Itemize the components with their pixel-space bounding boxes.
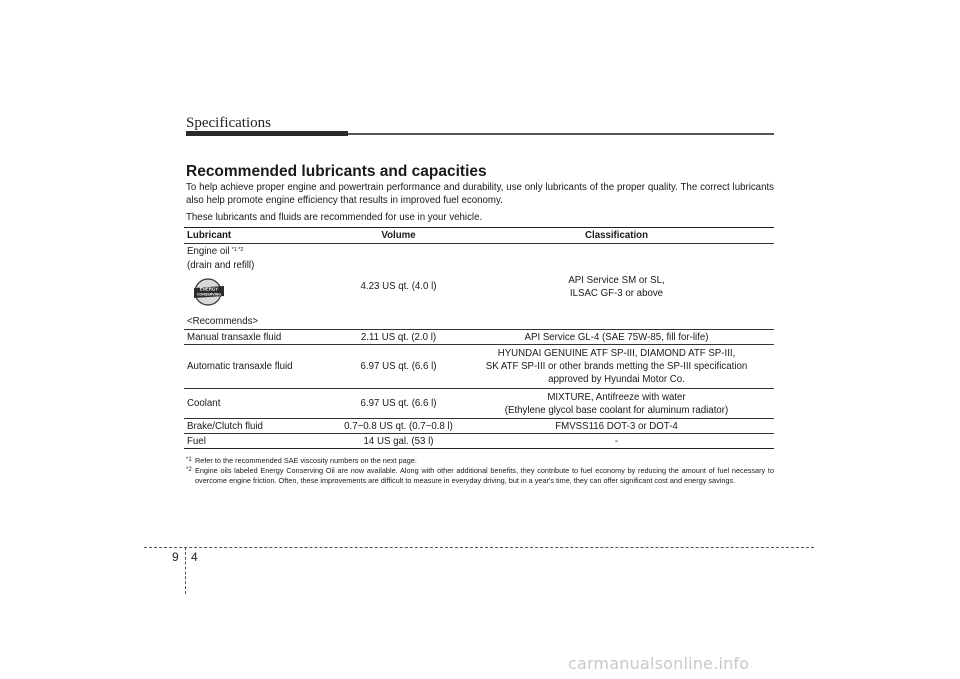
volume-cell: 0.7~0.8 US qt. (0.7~0.8 l): [338, 419, 459, 434]
table-row-fuel: [184, 434, 774, 449]
classification-line: SK ATF SP-III or other brands metting the SP-III specification: [485, 361, 748, 372]
table-row-automatic-transaxle: [184, 345, 774, 389]
footnote-1: [186, 456, 774, 465]
volume-cell: 14 US gal. (53 l): [338, 434, 459, 449]
page-number-divider: [185, 547, 186, 594]
engine-oil-name: Engine oil: [187, 245, 230, 257]
classification-cell: [459, 345, 774, 389]
footnote-mark: *1: [186, 457, 192, 463]
lubricant-cell: Fuel: [184, 434, 338, 449]
lubricant-cell: Manual transaxle fluid: [184, 330, 338, 345]
engine-oil-recommends: <Recommends>: [187, 315, 259, 327]
lubricant-cell: Automatic transaxle fluid: [184, 345, 338, 389]
table-row-engine-oil: [184, 244, 774, 330]
svg-text:ENERGY: ENERGY: [199, 286, 219, 291]
section-number: 9: [172, 550, 179, 564]
classification-line: (Ethylene glycol base coolant for aluminum radiator): [504, 404, 729, 416]
svg-text:CONSERVING: CONSERVING: [196, 292, 222, 296]
footnote-text: Engine oils labeled Energy Conserving Oil are now available. Along with other additional benefits, they contribute to fuel economy by reducing the amount of fuel necessary to overcome engine friction. Often, these improvements are difficult to measure in everyday driving, but in a year's time, they can offer significant cost and energy savings.: [195, 466, 774, 485]
intro-paragraph: To help achieve proper engine and powertrain performance and durability, use only lubricants of the proper quality. The correct lubricants also help promote engine efficiency that results in improved fuel economy.: [186, 182, 774, 206]
classification-line: HYUNDAI GENUINE ATF SP-III, DIAMOND ATF SP-III,: [497, 348, 736, 359]
table-header-row: [184, 228, 774, 244]
energy-conserving-badge-icon: [191, 277, 227, 307]
header-lubricant: Lubricant: [184, 228, 338, 244]
watermark-text: carmanualsonline.info: [568, 654, 750, 673]
engine-oil-class-line2: ILSAC GF-3 or above: [569, 287, 664, 299]
page-heading: Recommended lubricants and capacities: [186, 163, 487, 180]
footnote-2: [186, 466, 774, 485]
engine-oil-class-line1: API Service SM or SL,: [568, 274, 665, 286]
engine-oil-cell: [184, 244, 338, 330]
classification-line: approved by Hyundai Motor Co.: [548, 374, 685, 385]
volume-cell: 6.97 US qt. (6.6 l): [338, 345, 459, 389]
table-row-brake-clutch: [184, 419, 774, 434]
header-rule-thin: [348, 133, 774, 135]
lubricant-cell: Brake/Clutch fluid: [184, 419, 338, 434]
volume-cell: 6.97 US qt. (6.6 l): [338, 389, 459, 419]
classification-cell: API Service GL-4 (SAE 75W-85, fill for-life): [459, 330, 774, 345]
page-number: 4: [191, 550, 198, 564]
header-classification: Classification: [459, 228, 774, 244]
section-title: Specifications: [186, 115, 271, 131]
footnote-mark: *2: [186, 467, 192, 474]
lubricants-table: [184, 227, 774, 449]
lubricant-cell: Coolant: [184, 389, 338, 419]
engine-oil-refs: *1 *2: [231, 246, 244, 253]
engine-oil-volume: 4.23 US qt. (4.0 l): [338, 244, 459, 330]
engine-oil-classification: [459, 244, 774, 330]
table-row-manual-transaxle: [184, 330, 774, 345]
classification-line: MIXTURE, Antifreeze with water: [547, 391, 686, 403]
header-volume: Volume: [338, 228, 459, 244]
classification-cell: [459, 389, 774, 419]
engine-oil-subline: (drain and refill): [187, 259, 255, 271]
footnotes: [186, 456, 774, 486]
classification-cell: -: [459, 434, 774, 449]
footnote-text: Refer to the recommended SAE viscosity numbers on the next page.: [195, 456, 417, 465]
header-rule-thick: [186, 131, 348, 136]
table-row-coolant: [184, 389, 774, 419]
footer-divider: [144, 547, 814, 548]
volume-cell: 2.11 US qt. (2.0 l): [338, 330, 459, 345]
classification-cell: FMVSS116 DOT-3 or DOT-4: [459, 419, 774, 434]
intro-paragraph-2: These lubricants and fluids are recommended for use in your vehicle.: [186, 212, 483, 223]
